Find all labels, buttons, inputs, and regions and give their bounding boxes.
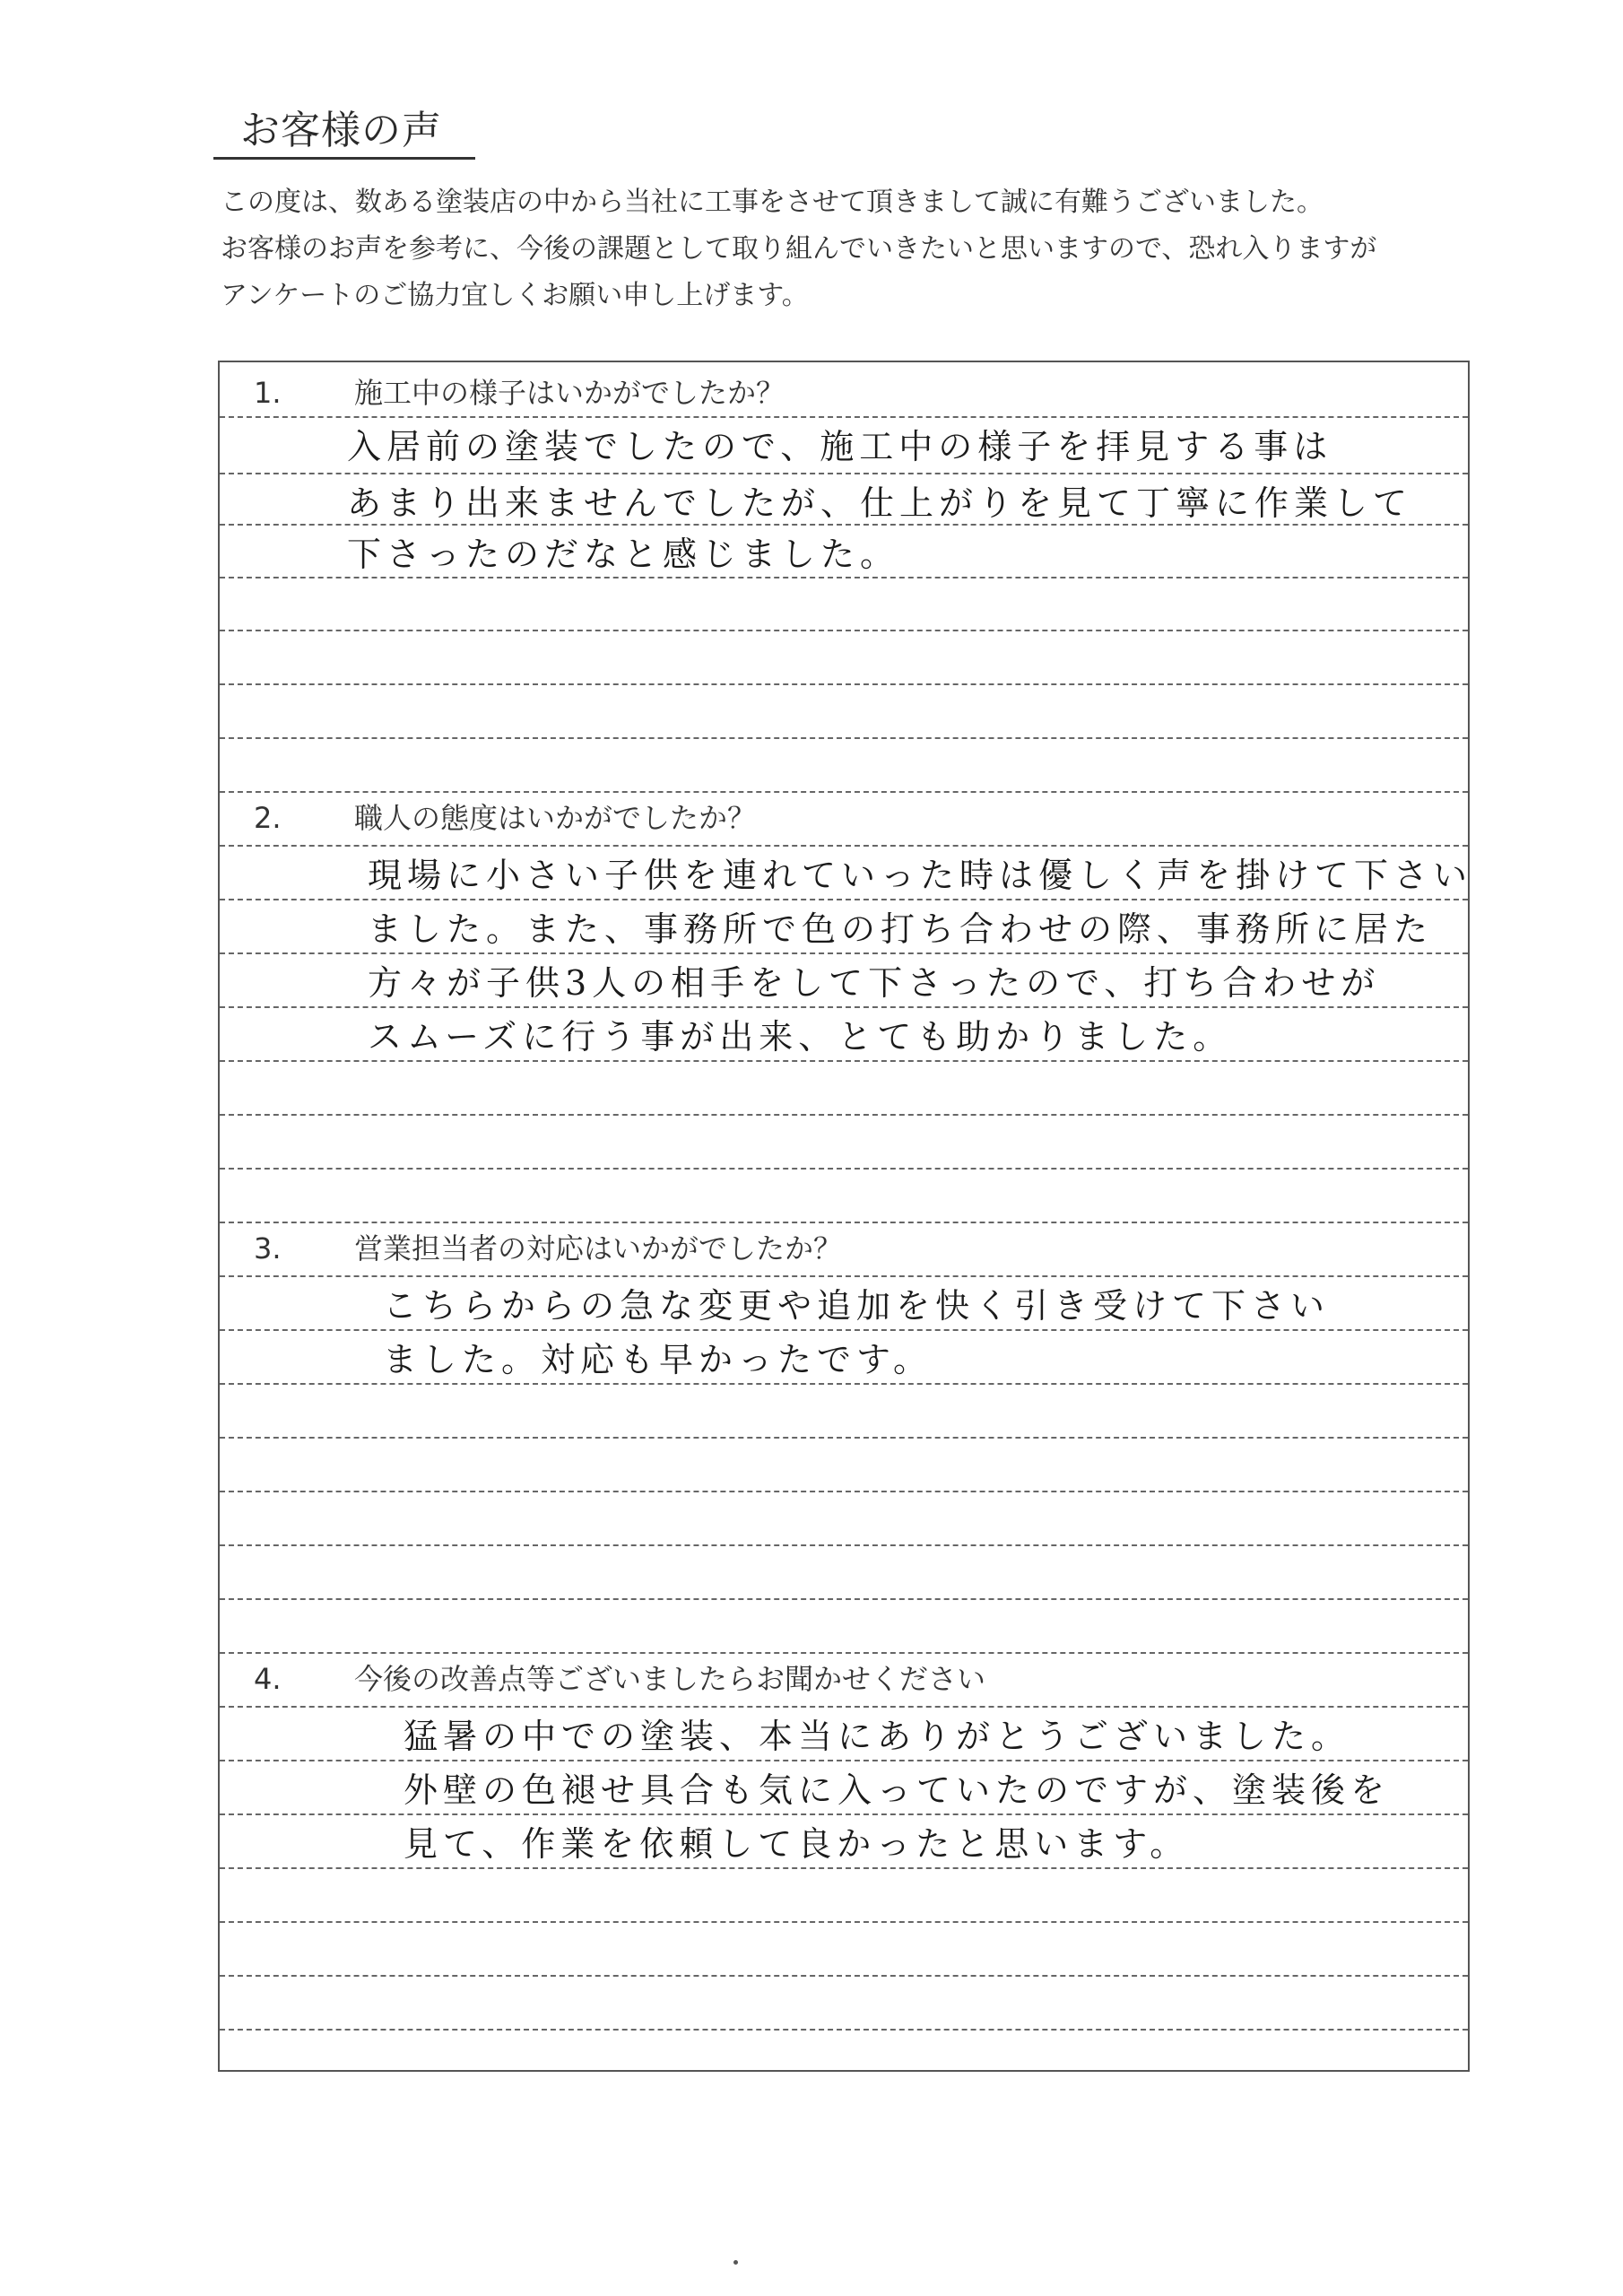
ruled-line xyxy=(220,1114,1468,1116)
ruled-line xyxy=(220,737,1468,739)
ruled-line xyxy=(220,1706,1468,1708)
intro-text xyxy=(221,179,1476,319)
ruled-line xyxy=(220,1598,1468,1600)
answer-line: ました。また、事務所で色の打ち合わせの際、事務所に居た xyxy=(368,909,1434,949)
answer-line: 猛暑の中での塗装、本当にありがとうございました。 xyxy=(404,1717,1351,1756)
ruled-line xyxy=(220,1168,1468,1170)
question-1 xyxy=(220,370,1468,416)
ruled-line xyxy=(220,416,1468,418)
answer-line: 現場に小さい子供を連れていった時は優しく声を掛けて下さい xyxy=(368,856,1473,895)
ruled-line xyxy=(220,1975,1468,1977)
intro-line: この度は、数ある塗装店の中から当社に工事をさせて頂きまして誠に有難うございました。 xyxy=(221,187,1324,218)
page-title: お客様の声 xyxy=(213,106,475,160)
answer-line: 見て、作業を依頼して良かったと思います。 xyxy=(404,1824,1190,1864)
ruled-line xyxy=(220,2029,1468,2031)
ruled-line xyxy=(220,577,1468,578)
ruled-line xyxy=(220,1652,1468,1654)
ruled-line xyxy=(220,630,1468,631)
question-number: 4. xyxy=(254,1662,282,1696)
intro-line: アンケートのご協力宜しくお願い申し上げます。 xyxy=(221,280,809,311)
ruled-line xyxy=(220,1544,1468,1546)
ruled-line xyxy=(220,1437,1468,1439)
question-text: 営業担当者の対応はいかがでしたか？ xyxy=(354,1231,843,1265)
question-3 xyxy=(220,1225,1468,1272)
question-text: 施工中の様子はいかがでしたか？ xyxy=(354,376,785,410)
ruled-line xyxy=(220,1491,1468,1492)
survey-form xyxy=(218,361,1473,2072)
ruled-line xyxy=(220,1921,1468,1923)
ruled-line xyxy=(220,1006,1468,1008)
ruled-line xyxy=(220,1222,1468,1223)
question-number: 1. xyxy=(254,376,282,410)
ruled-line xyxy=(220,791,1468,793)
answer-line: 方々が子供3人の相手をして下さったので、打ち合わせが xyxy=(368,963,1381,1003)
answer-line: 入居前の塗装でしたので、施工中の様子を拝見する事は xyxy=(347,427,1333,466)
question-number: 2. xyxy=(254,801,282,835)
ruled-line xyxy=(220,845,1468,847)
answer-line: あまり出来ませんでしたが、仕上がりを見て丁寧に作業して xyxy=(347,483,1413,523)
ruled-line xyxy=(220,473,1468,474)
scan-artifact xyxy=(733,2260,738,2265)
ruled-line xyxy=(220,1383,1468,1385)
ruled-line xyxy=(220,524,1468,526)
answer-line: ました。対応も早かったです。 xyxy=(383,1340,933,1379)
question-2 xyxy=(220,795,1468,841)
question-text: 今後の改善点等ございましたらお聞かせください xyxy=(354,1662,986,1696)
question-text: 職人の態度はいかがでしたか？ xyxy=(354,801,757,835)
answer-line: スムーズに行う事が出来、とても助かりました。 xyxy=(368,1017,1233,1057)
ruled-line xyxy=(220,683,1468,685)
ruled-line xyxy=(220,1275,1468,1277)
intro-line: お客様のお声を参考に、今後の課題として取り組んでいきたいと思いますので、恐れ入りますが xyxy=(221,233,1377,265)
ruled-line xyxy=(220,952,1468,954)
question-number: 3. xyxy=(254,1231,282,1265)
answer-line: こちらからの急な変更や追加を快く引き受けて下さい xyxy=(383,1286,1331,1326)
ruled-line xyxy=(220,1060,1468,1062)
question-4 xyxy=(220,1656,1468,1702)
ruled-line xyxy=(220,899,1468,900)
ruled-line xyxy=(220,1329,1468,1331)
ruled-line xyxy=(220,1867,1468,1869)
ruled-line xyxy=(220,1813,1468,1815)
answer-line: 外壁の色褪せ具合も気に入っていたのですが、塗装後を xyxy=(404,1770,1391,1810)
ruled-line xyxy=(220,1760,1468,1761)
answer-line: 下さったのだなと感じました。 xyxy=(347,535,900,574)
